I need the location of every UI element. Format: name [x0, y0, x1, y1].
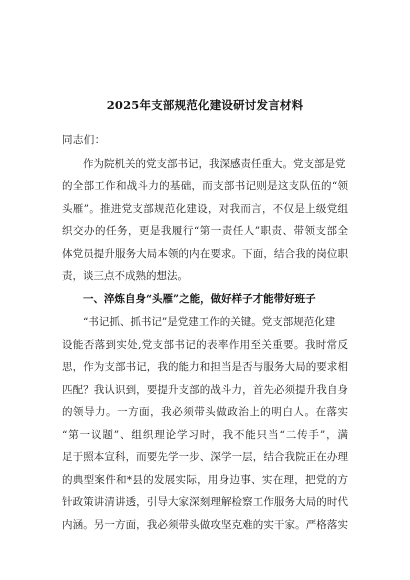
- body-line: 匹配？我认识到，要提升支部的战斗力，首先必须提升我自身: [62, 384, 348, 396]
- intro-line: 的全部工作和战斗力的基础，而支部书记则是这支队伍的“领: [62, 180, 348, 192]
- body-line: 思，作为支部书记，我的能力和担当是否与服务大局的要求相: [62, 361, 348, 373]
- body-line: 设能否落到实处,党支部书记的表率作用至关重要。我时常反: [62, 339, 348, 351]
- intro-line: 体党员提升服务大局本领的内在要求。下面，结合我的岗位职: [62, 248, 348, 260]
- intro-line: 头雁”。推进党支部规范化建设，对我而言，不仅是上级党组: [62, 203, 348, 215]
- body-line: 的典型案件和*县的发展实际，用身边事、实在理，把党的方: [62, 474, 348, 486]
- intro-line: 作为院机关的党支部书记，我深感责任重大。党支部是党: [83, 158, 346, 170]
- salutation: 同志们：: [62, 134, 106, 146]
- document-title: 2025年支部规范化建设研讨发言材料: [106, 98, 304, 112]
- body-line: 的领导力。一方面，我必须带头做政治上的明白人。在落实: [62, 406, 348, 418]
- body-line: “第一议题”、组织理论学习时，我不能只当“二传手”，满: [62, 429, 348, 441]
- intro-line: 织交办的任务，更是我履行“第一责任人”职责、带领支部全: [62, 225, 348, 237]
- body-line: 足于照本宣科，而要先学一步、深学一层，结合我院正在办理: [62, 451, 348, 463]
- section-heading: 一、淬炼自身“头雁”之能，做好样子才能带好班子: [83, 293, 316, 305]
- intro-line: 责，谈三点不成熟的想法。: [62, 270, 188, 282]
- body-line: 内涵。另一方面，我必须带头做攻坚克难的实干家。严格落实: [62, 519, 348, 531]
- body-line: “书记抓、抓书记”是党建工作的关键。党支部规范化建: [83, 316, 336, 328]
- body-line: 针政策讲清讲透，引导大家深刻理解检察工作服务大局的时代: [62, 496, 348, 508]
